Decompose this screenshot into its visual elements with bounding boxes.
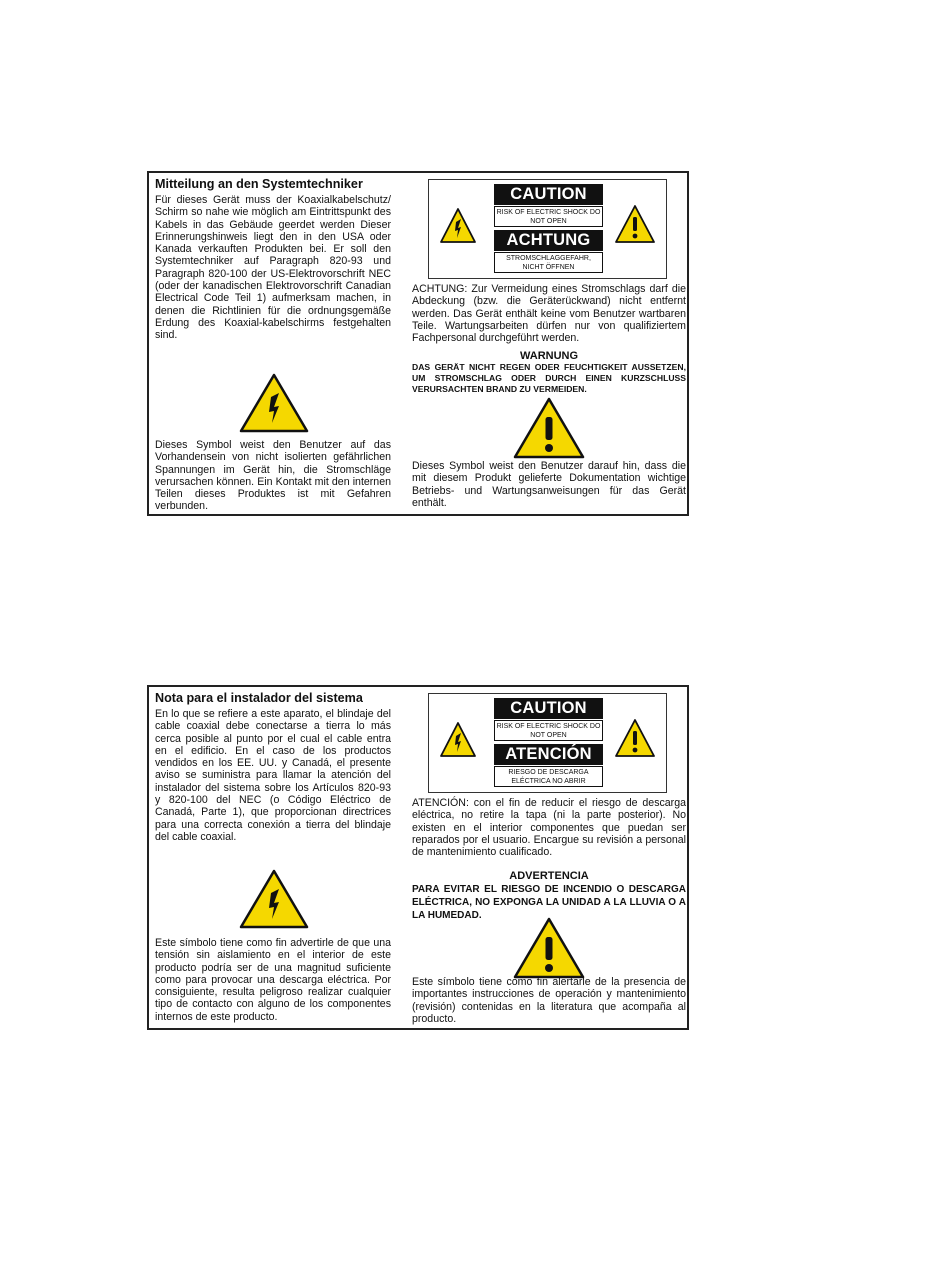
electric-shock-warning-icon [439,207,477,245]
exclamation-warning-icon [614,204,656,244]
warning-text: PARA EVITAR EL RIESGO DE INCENDIO O DESCARGA ELÉCTRICA, NO EXPONGA LA UNIDAD A LA LLUVIA O A LA HUMEDAD. [412,884,686,921]
caution-label [428,693,667,793]
installer-note-text: Für dieses Gerät muss der Koaxialkabelschutz/ Schirm so nahe wie möglich am Eintrittspunkt des Kabels in das Gebäude geerdet werden Dieser Erinnerungshinweis liegt den in den USA oder Kanada verkauften Produkten bei. Er soll den Systemtechniker auf Paragraph 820-93 und Paragraph 820-100 der US-Elektrovorschrift NEC (oder der kanadischen Elektrovorschrift Canadian Electrical Code Teil 1) aufmerksam machen, in denen die Richtlinien für die ordnungsgemäße Erdung des Koaxial-kabelschirms festgehalten sind. [155,194,391,342]
electric-shock-warning-icon [439,721,477,759]
warning-title: WARNUNG [519,350,579,362]
caution-text: ACHTUNG: Zur Vermeidung eines Stromschlags darf die Abdeckung (bzw. die Geräterückwand) nicht entfernt werden. Das Gerät enthält keine vom Benutzer wartbaren Teile. Wartungsarbeiten dürfen nur von qualifiziertem Fachpersonal durchgeführt werden. [412,283,686,345]
electric-shock-warning-icon [239,869,309,929]
local-caution-heading: ACHTUNG [494,230,603,251]
exclamation-warning-icon [614,718,656,758]
shock-symbol-description: Este símbolo tiene como fin advertirle de que una tensión sin aislamiento en el interior de este producto podría ser de una magnitud suficiente como para provocar una descarga eléctrica. Por consiguiente, resulta peligroso realizar cualquier tipo de contacto con alguno de los componentes internos de este producto. [155,937,391,1023]
caution-heading: CAUTION [494,184,603,205]
caution-label [428,179,667,279]
caution-subtext: RISK OF ELECTRIC SHOCK DO NOT OPEN [494,720,603,741]
local-caution-subtext: STROMSCHLAGGEFAHR, NICHT ÖFFNEN [494,252,603,273]
warning-text: DAS GERÄT NICHT REGEN ODER FEUCHTIGKEIT AUSSETZEN, UM STROMSCHLAG ODER DURCH EINEN KURZSCHLUSS VERURSACHTEN BRAND ZU VERMEIDEN. [412,362,686,394]
local-caution-heading: ATENCIÓN [494,744,603,765]
caution-text: ATENCIÓN: con el fin de reducir el riesgo de descarga eléctrica, no retire la tapa (ni la parte posterior). No existen en el interior componentes que puedan ser reparados por el usuario. Encargue su revisión a personal de mantenimiento cualificado. [412,797,686,859]
installer-note-heading: Mitteilung an den Systemtechniker [155,177,363,191]
shock-symbol-description: Dieses Symbol weist den Benutzer auf das Vorhandensein von nicht isolierten gefährlichen Spannungen im Gerät hin, die Stromschläge verursachen können. Ein Kontakt mit den internen Teilen dieses Produktes ist mit Gefahren verbunden. [155,439,391,513]
electric-shock-warning-icon [239,373,309,433]
attention-symbol-description: Este símbolo tiene como fin alertarle de la presencia de importantes instrucciones de operación y mantenimiento (revisión) contenidas en la literatura que acompaña al producto. [412,976,686,1025]
safety-panel-spanish [147,685,689,1030]
warning-title: ADVERTENCIA [509,870,589,882]
installer-note-column [155,177,391,513]
exclamation-warning-icon [513,397,585,459]
installer-note-column [155,691,391,1024]
caution-subtext: RISK OF ELECTRIC SHOCK DO NOT OPEN [494,206,603,227]
local-caution-subtext: RIESGO DE DESCARGA ELÉCTRICA NO ABRIR [494,766,603,787]
attention-symbol-description: Dieses Symbol weist den Benutzer darauf hin, dass die mit diesem Produkt gelieferte Dokumentation wichtige Betriebs- und Wartungsanweisungen für das Gerät enthält. [412,460,686,509]
caution-heading: CAUTION [494,698,603,719]
exclamation-warning-icon [513,917,585,979]
caution-column [412,177,686,510]
safety-panel-german [147,171,689,516]
installer-note-text: En lo que se refiere a este aparato, el blindaje del cable coaxial debe conectarse a tierra lo más cerca posible al punto por el cual el cable entra en el edificio. En el caso de los productos vendidos en los EE. UU. y Canadá, el presente aviso se suministra para llamar la atención del instalador del sistema sobre los Artículos 820-93 y 820-100 del NEC (o Código Eléctrico de Canadá, Parte 1), que proporcionan directrices para una correcta conexión a tierra del blindaje del cable coaxial. [155,708,391,843]
installer-note-heading: Nota para el instalador del sistema [155,691,363,705]
caution-column [412,691,686,1024]
